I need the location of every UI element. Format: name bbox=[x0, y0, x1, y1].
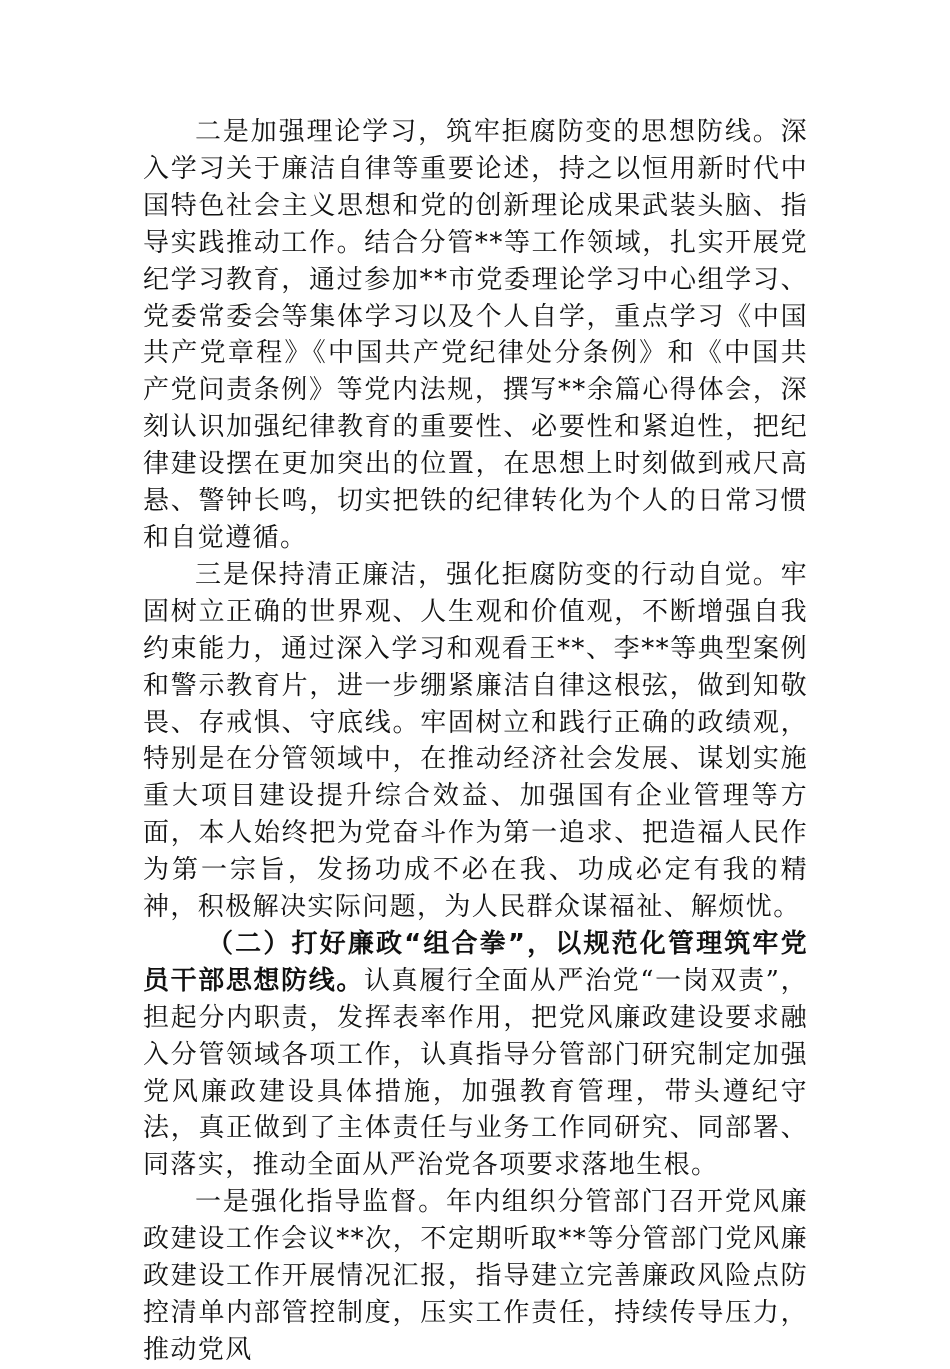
document-body bbox=[143, 114, 808, 1369]
paragraph-theory-study: 二是加强理论学习，筑牢拒腐防变的思想防线。深入学习关于廉洁自律等重要论述，持之以恒用新时代中国特色社会主义思想和党的创新理论成果武装头脑、指导实践推动工作。结合分管**等工作领域，扎实开展党纪学习教育，通过参加**市党委理论学习中心组学习、党委常委会等集体学习以及个人自学，重点学习《中国共产党章程》《中国共产党纪律处分条例》和《中国共产党问责条例》等党内法规，撰写**余篇心得体会，深刻认识加强纪律教育的重要性、必要性和紧迫性，把纪律建设摆在更加突出的位置，在思想上时刻做到戒尺高悬、警钟长鸣，切实把铁的纪律转化为个人的日常习惯和自觉遵循。 bbox=[143, 117, 808, 553]
section-body: 认真履行全面从严治党“一岗双责”，担起分内职责，发挥表率作用，把党风廉政建设要求融入分管领域各项工作，认真指导分管部门研究制定加强党风廉政建设具体措施，加强教育管理，带头遵纪守法，真正做到了主体责任与业务工作同研究、同部署、同落实，推动全面从严治党各项要求落地生根。 bbox=[143, 965, 809, 1181]
paragraph-supervision: 一是强化指导监督。年内组织分管部门召开党风廉政建设工作会议**次，不定期听取**等分管部门党风廉政建设工作开展情况汇报，指导建立完善廉政风险点防控清单内部管控制度，压实工作责任，持续传导压力，推动党风 bbox=[143, 1187, 808, 1365]
paragraph-integrity: 三是保持清正廉洁，强化拒腐防变的行动自觉。牢固树立正确的世界观、人生观和价值观，不断增强自我约束能力，通过深入学习和观看王**、李**等典型案例和警示教育片，进一步绷紧廉洁自律这根弦，做到知敬畏、存戒惧、守底线。牢固树立和践行正确的政绩观，特别是在分管领域中，在推动经济社会发展、谋划实施重大项目建设提升综合效益、加强国有企业管理等方面，本人始终把为党奋斗作为第一追求、把造福人民作为第一宗旨，发扬功成不必在我、功成必定有我的精神，积极解决实际问题，为人民群众谋福祉、解烦忧。 bbox=[143, 559, 808, 923]
section-heading: （二）打好廉政“组合拳”，以规范化管理筑牢党员干部思想防线。 bbox=[143, 928, 808, 996]
paragraph-section-two bbox=[143, 926, 808, 1184]
